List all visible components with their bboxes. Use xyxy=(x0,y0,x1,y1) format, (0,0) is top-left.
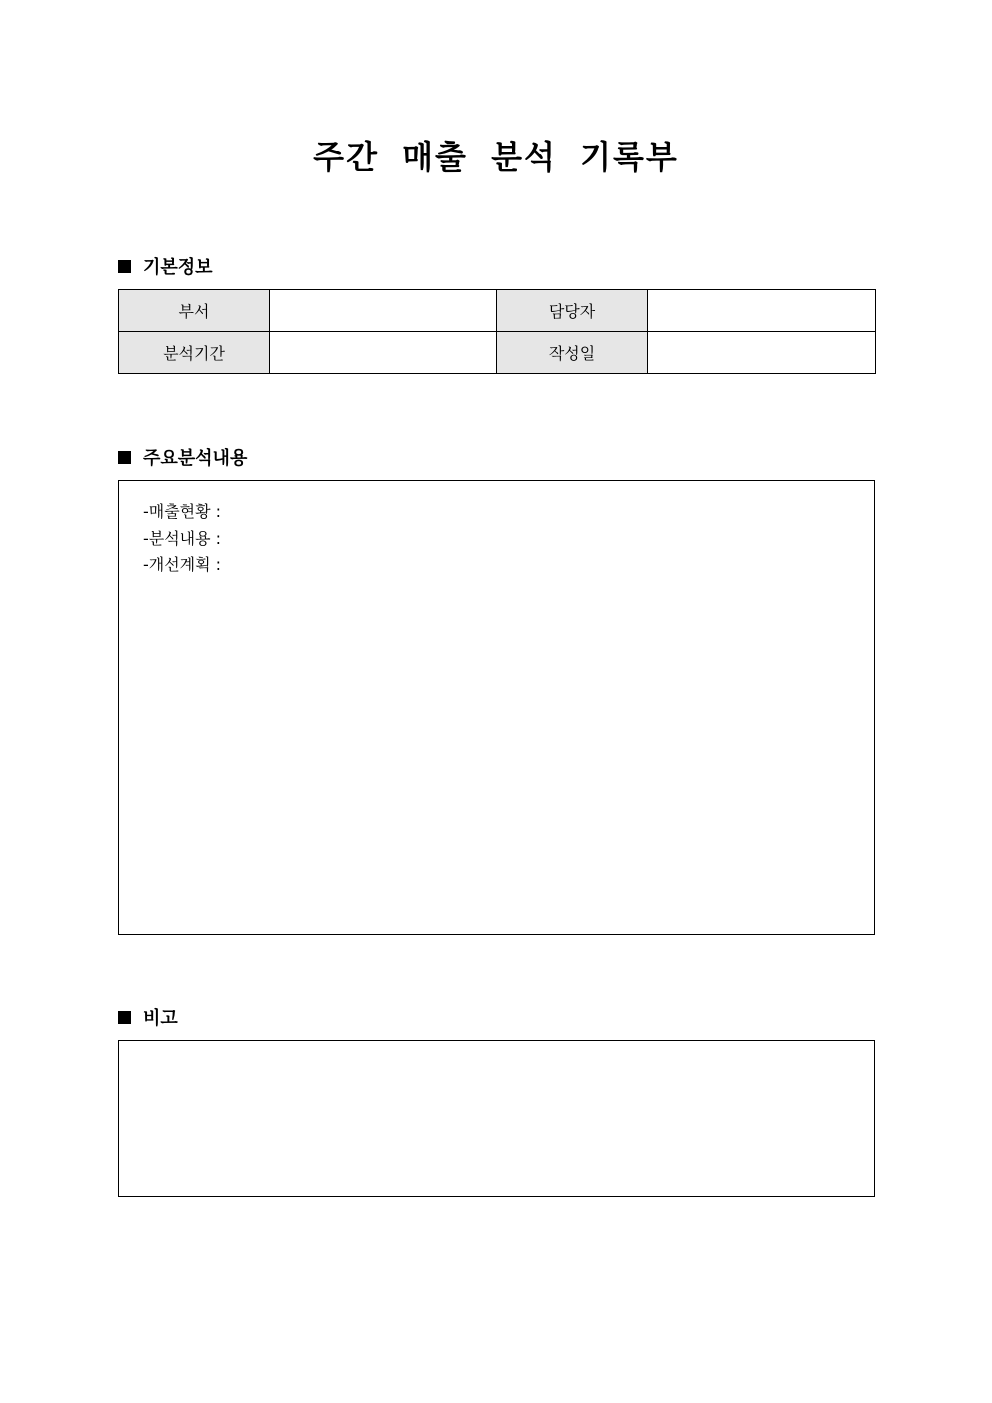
basic-info-heading xyxy=(118,253,213,279)
analysis-detail-line: -분석내용 : xyxy=(143,528,222,548)
analysis-period-field[interactable] xyxy=(270,332,497,374)
sales-status-line: -매출현황 : xyxy=(143,502,222,521)
analysis-period-label: 분석기간 xyxy=(119,332,270,374)
analysis-heading xyxy=(118,444,247,470)
analysis-heading-label: 주요분석내용 xyxy=(143,448,248,469)
square-bullet-icon xyxy=(118,1011,131,1024)
remarks-heading-label: 비고 xyxy=(143,1008,178,1029)
manager-field[interactable] xyxy=(648,290,876,332)
remarks-heading xyxy=(118,1004,178,1030)
written-date-label: 작성일 xyxy=(497,332,648,374)
table-row xyxy=(119,332,876,374)
basic-info-table xyxy=(118,289,876,374)
basic-info-heading-label: 기본정보 xyxy=(143,257,213,278)
analysis-content-box[interactable] xyxy=(118,480,875,935)
manager-label: 담당자 xyxy=(497,290,648,332)
department-field[interactable] xyxy=(270,290,497,332)
remarks-box[interactable] xyxy=(118,1040,875,1197)
analysis-lines xyxy=(143,499,221,579)
square-bullet-icon xyxy=(118,260,131,273)
square-bullet-icon xyxy=(118,451,131,464)
table-row xyxy=(119,290,876,332)
document-title: 주간 매출 분석 기록부 xyxy=(313,138,679,176)
improvement-plan-line: -개선계획 : xyxy=(143,555,222,574)
written-date-field[interactable] xyxy=(648,332,876,374)
department-label: 부서 xyxy=(119,290,270,332)
